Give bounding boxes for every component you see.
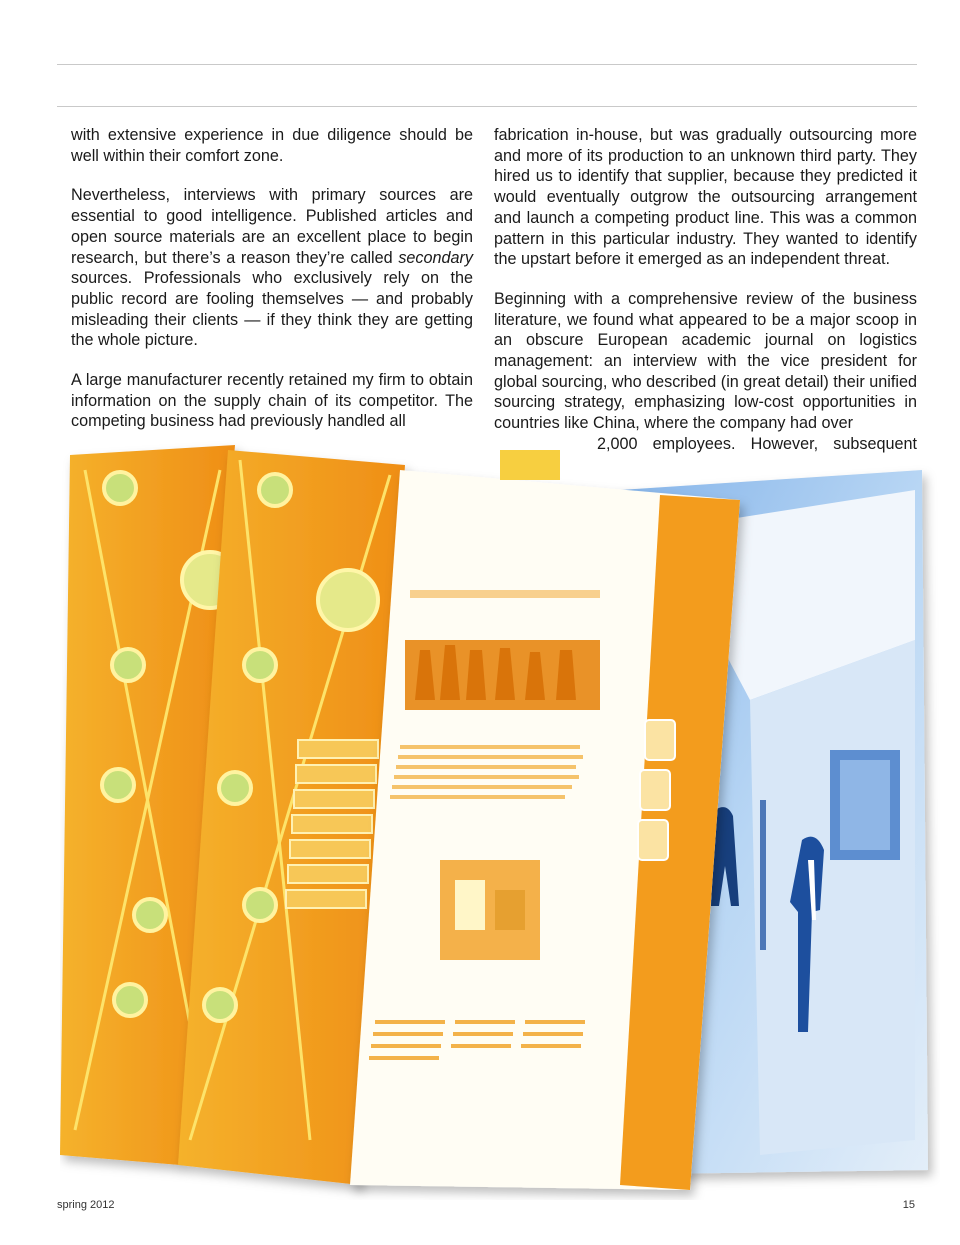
left-paragraph-2-text-b: sources. Professionals who exclusively rely on the public record are fooling themselves — and probably misleading their clients — if they think they are getting the whole picture. — [71, 269, 473, 350]
header-rule — [57, 106, 917, 107]
left-paragraph-2-text-a: Nevertheless, interviews with primary sources are essential to good intelligence. Published articles and open source materials are an excellent place to begin research, but there’s a reason they’re called — [71, 186, 473, 267]
left-paragraph-1: with extensive experience in due diligence should be well within their comfort zone. — [71, 126, 473, 165]
white-webpage-mockup — [350, 450, 740, 1190]
emphasis-secondary: secondary — [398, 248, 473, 267]
right-paragraph-1: fabrication in-house, but was gradually outsourcing more and more of its production to an unknown third party. They hired us to identify that supplier, because they predicted it would eventually outgrow the outsourcing arrangement and launch a competing product line. This was a common pattern in this particular industry. They wanted to identify the upstart before it emerged as an independent threat. — [494, 126, 917, 269]
left-paragraph-3: A large manufacturer recently retained my firm to obtain information on the supply chain of its competitor. The competing business had previously handled all — [71, 371, 473, 431]
left-column — [71, 125, 473, 451]
footer-issue: spring 2012 — [57, 1199, 115, 1211]
illustration-website-mockups — [60, 440, 940, 1200]
right-paragraph-2: Beginning with a comprehensive review of the business literature, we found what appeared to be a major scoop in an obscure European academic journal on logistics management: an interview with the vice president for global sourcing, who described (in great detail) their unified sourcing strategy, emphasizing low-cost opportunities in countries like China, where the company had over — [494, 289, 917, 433]
right-column — [494, 125, 917, 453]
left-paragraph-2 — [71, 185, 473, 351]
top-rule — [57, 64, 917, 65]
right-paragraph-2-last-line: 2,000 employees. However, subsequent — [597, 435, 917, 453]
footer-page-number: 15 — [902, 1199, 915, 1211]
